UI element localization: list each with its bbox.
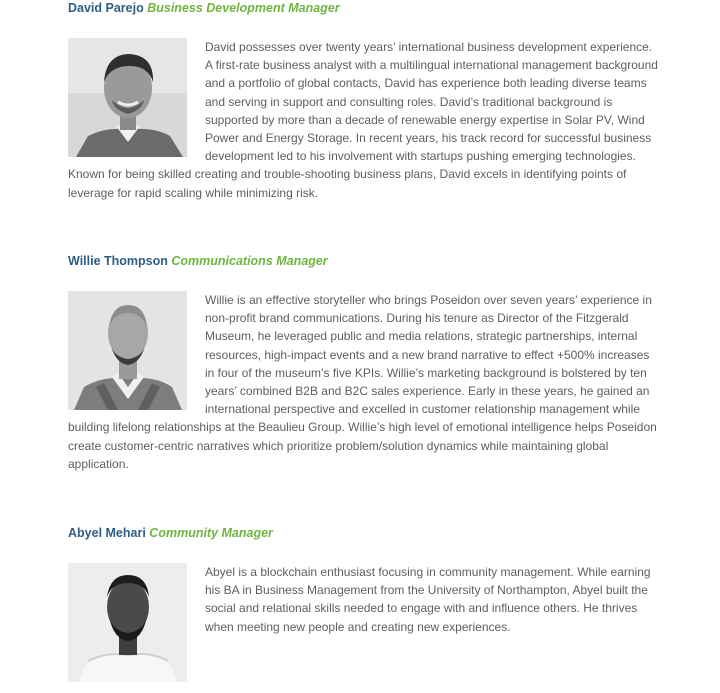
member-bio: Willie is an effective storyteller who brings Poseidon over seven years’ experience in non-profit brand communications. During his tenure as Director of the Fitzgerald Museum, he leveraged public and media relations, strategic partnerships, internal resources, high-impact events and a new brand narrative to effect +500% increases in four of the museum’s five KPIs. Willie’s marketing background is bolstered by ten years’ combined B2B and B2C sales experience. Early in these years, he gained an international perspective and excelled in customer relationship management while building lifelong relationships at the Beaulieu Group. Willie’s high level of emotional intelligence helps Poseidon create customer-centric narratives which prioritize problem/solution dynamics while maintaining global application. — [68, 293, 657, 471]
member-photo — [68, 291, 187, 410]
member-body — [68, 38, 658, 202]
member-body — [68, 291, 658, 473]
member-photo — [68, 38, 187, 157]
team-member-willie-thompson — [68, 253, 658, 473]
member-header — [68, 253, 658, 269]
member-bio: Abyel is a blockchain enthusiast focusing in community management. While earning his BA in Business Management from the University of Northampton, Abyel built the social and relational skills needed to engage with and influence others. He thrives when meeting new people and creating new experiences. — [205, 565, 651, 634]
member-bio: David possesses over twenty years’ international business development experience. A first-rate business analyst with a multilingual international management background and a portfolio of global contacts, David has experience both leading diverse teams and serving in support and consulting roles. David’s traditional background is supported by more than a decade of renewable energy expertise in Solar PV, Wind Power and Energy Storage. In recent years, his track record for successful business development led to his involvement with startups pushing emerging technologies. Known for being skilled creating and trouble-shooting business plans, David excels in identifying points of leverage for rapid scaling while minimizing risk. — [68, 40, 658, 200]
member-header — [68, 525, 658, 541]
member-role: Business Development Manager — [147, 1, 340, 15]
team-member-abyel-mehari — [68, 525, 658, 688]
member-photo — [68, 563, 187, 682]
member-role: Community Manager — [149, 526, 273, 540]
member-role: Communications Manager — [171, 254, 328, 268]
team-member-david-parejo — [68, 0, 658, 202]
member-header — [68, 0, 658, 16]
member-name: Abyel Mehari — [68, 526, 146, 540]
member-body — [68, 563, 658, 636]
member-name: Willie Thompson — [68, 254, 168, 268]
member-name: David Parejo — [68, 1, 144, 15]
